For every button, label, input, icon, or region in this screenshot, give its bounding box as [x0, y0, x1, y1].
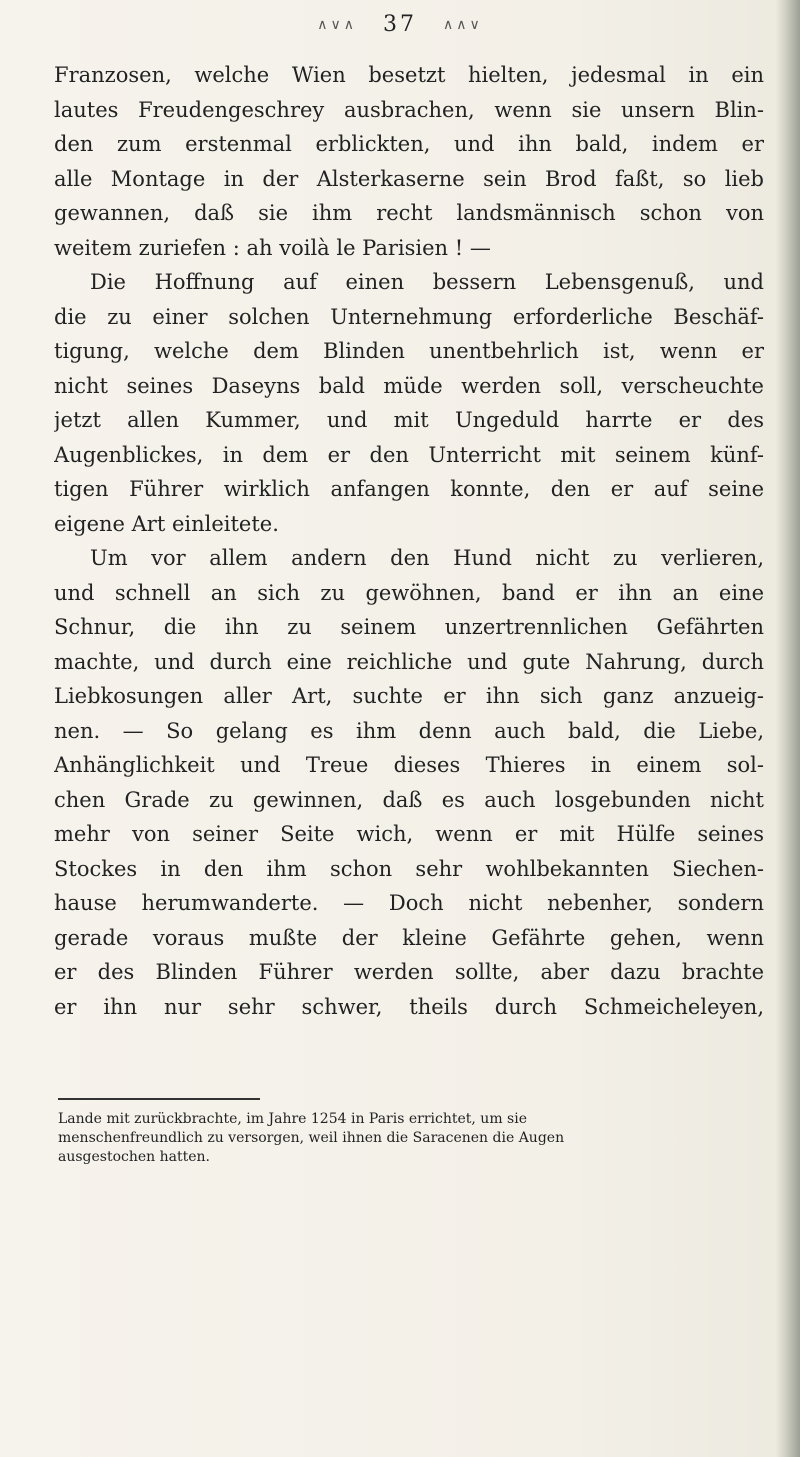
text-line: gerade voraus mußte der kleine Gefährte gehen, wenn — [54, 925, 764, 950]
page-number: 37 — [383, 12, 417, 37]
text-line: den zum erstenmal erblickten, und ihn bald, indem er — [54, 132, 764, 156]
text-line: gewannen, daß sie ihm recht landsmännisch schon von — [54, 201, 764, 225]
text-line: eigene Art einleitete. — [54, 511, 279, 536]
text-line: tigen Führer wirklich anfangen konnte, den er auf seine — [54, 477, 764, 501]
ornament-right: ∧∧∨ — [443, 17, 483, 33]
footnote-line: ausgestochen hatten. — [58, 1149, 211, 1165]
text-line: Um vor allem andern den Hund nicht zu verlieren, — [90, 546, 764, 570]
text-line: er des Blinden Führer werden sollte, aber dazu brachte — [54, 960, 764, 984]
text-line: Liebkosungen aller Art, suchte er ihn sich ganz anzueig- — [54, 684, 764, 708]
text-line: weitem zuriefen : ah voilà le Parisien ! — — [54, 235, 491, 260]
body-text — [54, 58, 764, 1024]
text-line: nen. — So gelang es ihm denn auch bald, die Liebe, — [54, 718, 764, 743]
text-line: jetzt allen Kummer, und mit Ungeduld harrte er des — [54, 408, 764, 432]
text-line: tigung, welche dem Blinden unentbehrlich ist, wenn er — [54, 339, 764, 363]
text-line: mehr von seiner Seite wich, wenn er mit Hülfe seines — [54, 822, 764, 846]
text-line: lautes Freudengeschrey ausbrachen, wenn sie unsern Blin- — [54, 97, 764, 122]
text-line: Franzosen, welche Wien besetzt hielten, jedesmal in ein — [54, 63, 764, 87]
text-line: hause herumwanderte. — Doch nicht nebenher, sondern — [54, 891, 764, 915]
footnote-line: menschenfreundlich zu versorgen, weil ihnen die Saracenen die Augen — [58, 1130, 565, 1146]
text-line: nicht seines Daseyns bald müde werden soll, verscheuchte — [54, 373, 764, 398]
text-line: machte, und durch eine reichliche und gute Nahrung, durch — [54, 649, 764, 674]
text-line: chen Grade zu gewinnen, daß es auch losgebunden nicht — [54, 787, 764, 812]
text-line: er ihn nur sehr schwer, theils durch Schmeicheleyen, — [54, 994, 764, 1019]
text-line: Anhänglichkeit und Treue dieses Thieres in einem sol- — [54, 753, 764, 777]
page-header — [0, 12, 800, 37]
text-line: Stockes in den ihm schon sehr wohlbekannten Siechen- — [54, 856, 764, 881]
text-line: Schnur, die ihn zu seinem unzertrennlichen Gefährten — [54, 615, 764, 639]
text-line: alle Montage in der Alsterkaserne sein Brod faßt, so lieb — [54, 166, 764, 191]
ornament-left: ∧∨∧ — [317, 17, 357, 33]
footnote-line: Lande mit zurückbrachte, im Jahre 1254 in Paris errichtet, um sie — [58, 1111, 527, 1127]
text-line: und schnell an sich zu gewöhnen, band er ihn an eine — [54, 580, 764, 605]
page-edge-shadow — [776, 0, 800, 1457]
footnote-rule — [58, 1098, 260, 1100]
footnote — [58, 1110, 766, 1167]
text-line: Die Hoffnung auf einen bessern Lebensgenuß, und — [90, 270, 764, 294]
text-line: die zu einer solchen Unternehmung erforderliche Beschäf- — [54, 304, 764, 329]
text-line: Augenblickes, in dem er den Unterricht mit seinem künf- — [54, 442, 764, 467]
